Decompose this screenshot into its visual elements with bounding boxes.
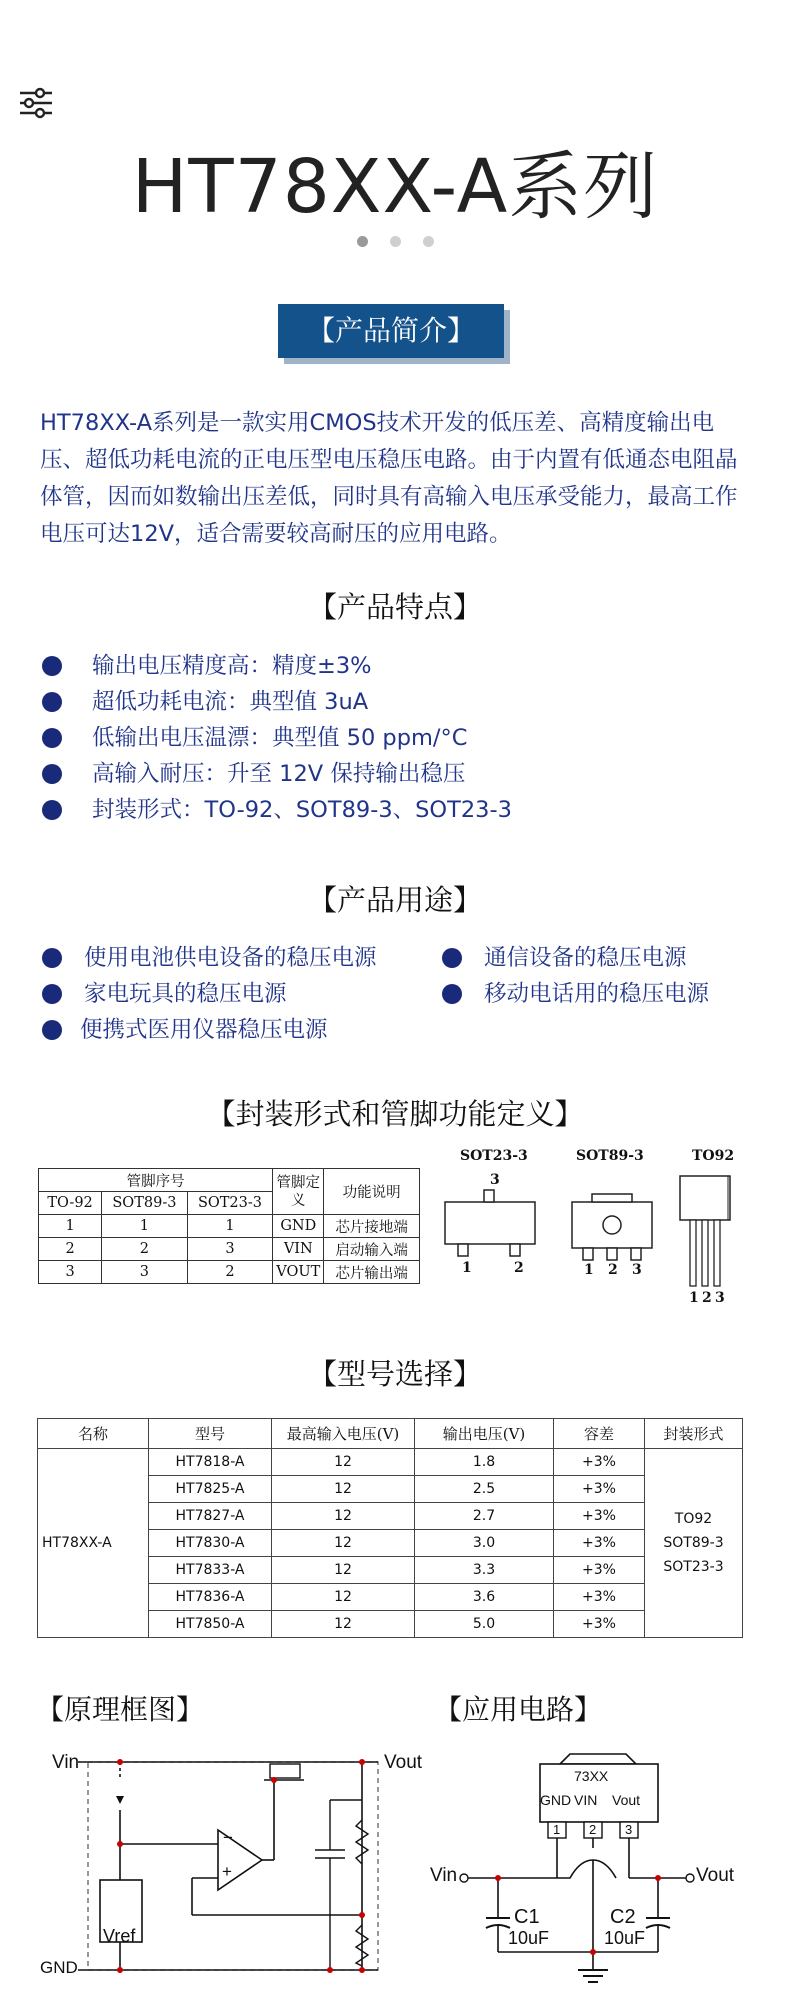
chip-pin-gnd: GND [540,1792,572,1808]
table-row: HT7825-A 12 2.5 +3% [38,1476,743,1503]
list-item: 超低功耗电流：典型值 3uA [40,684,760,720]
table-row: 3 3 2 VOUT 芯片输出端 [39,1261,420,1284]
sot89-drawing [572,1194,652,1260]
pkg-col-header: SOT89-3 [102,1192,188,1215]
series-name: HT78XX-A [38,1449,149,1638]
bullet-icon [42,984,62,1004]
model-table: 名称 型号 最高输入电压(V) 输出电压(V) 容差 封装形式 HT78XX-A HT7818-A 12 1.8 +3% TO92 SOT89-3 SOT23-3 HT7825-A 12 2.5 +3% HT7827-A 12 2.7 +3% HT7830-A 12 3.0 +3% HT7833-A 12 3.3 +3% HT7836-A 12 3.6 +3% HT7850-A 12 5.0 +3% [37,1418,743,1638]
chip-pin-vout: Vout [612,1792,641,1808]
list-item: 移动电话用的稳压电源 [440,976,709,1012]
c2-value: 10uF [604,1928,646,1948]
intro-banner: 【产品简介】 [278,304,504,358]
filter-menu-icon[interactable] [18,85,54,121]
list-item: 低输出电压温漂：典型值 50 ppm/°C [40,720,760,756]
features-title: 【产品特点】 [307,590,482,624]
chip-pin-vin: VIN [574,1792,598,1808]
sot23-label: SOT23-3 [460,1148,528,1164]
vin-label: Vin [52,1752,80,1773]
list-item: 输出电压精度高：精度±3% [40,648,760,684]
chip-label: 73XX [574,1768,609,1784]
list-item: 通信设备的稳压电源 [440,940,687,976]
vref-label: Vref [103,1926,136,1946]
carousel-dot-2[interactable] [390,236,401,247]
c1-value: 10uF [508,1928,550,1948]
table-row: HT78XX-A HT7818-A 12 1.8 +3% TO92 SOT89-3 SOT23-3 [38,1449,743,1476]
pkg-col-header: TO-92 [39,1192,102,1215]
gnd-label: GND [40,1958,78,1977]
list-item: 便携式医用仪器稳压电源 [40,1012,328,1048]
table-row: 1 1 1 GND 芯片接地端 [39,1215,420,1238]
sot23-drawing [445,1190,535,1256]
sot89-label: SOT89-3 [576,1148,644,1164]
c2-label: C2 [610,1906,636,1928]
pin-seq-header: 管脚序号 [39,1169,273,1192]
vout-label: Vout [384,1752,423,1773]
table-row: HT7833-A 12 3.3 +3% [38,1557,743,1584]
intro-text: HT78XX-A系列是一款实用CMOS技术开发的低压差、高精度输出电压、超低功耗电流的正电压型电压稳压电路。由于内置有低通态电阻晶体管，因而如数输出压差低，同时具有高输入电压承受能力，最高工作电压可达12V，适合需要较高耐压的应用电路。 [40,410,738,547]
bullet-icon [442,984,462,1004]
bullet-icon [42,948,62,968]
table-row: HT7850-A 12 5.0 +3% [38,1611,743,1638]
features-list [40,648,760,828]
bullet-icon [42,728,62,748]
carousel-dot-1[interactable] [357,236,368,247]
list-item: 封装形式：TO-92、SOT89-3、SOT23-3 [40,792,760,828]
plus-label: + [222,1862,232,1881]
app-circuit-title: 【应用电路】 [434,1693,603,1726]
applications-title: 【产品用途】 [307,883,482,917]
bullet-icon [42,800,62,820]
table-row: 2 2 3 VIN 启动输入端 [39,1238,420,1261]
pin-def-header: 管脚定义 [273,1169,324,1215]
bullet-icon [42,764,62,784]
bullet-icon [42,692,62,712]
bullet-icon [442,948,462,968]
list-item: 家电玩具的稳压电源 [40,976,287,1012]
bullet-icon [42,656,62,676]
list-item: 高输入耐压：升至 12V 保持输出稳压 [40,756,760,792]
c1-label: C1 [514,1906,540,1928]
page-title: HT78XX-A系列 [131,144,659,230]
app-vin-label: Vin [430,1865,458,1886]
package-cell: TO92 SOT89-3 SOT23-3 [645,1449,743,1638]
list-item: 使用电池供电设备的稳压电源 [40,940,377,976]
minus-label: − [223,1828,233,1847]
carousel-dots[interactable] [0,232,790,251]
app-vout-label: Vout [696,1865,735,1886]
table-row: HT7836-A 12 3.6 +3% [38,1584,743,1611]
table-row: HT7827-A 12 2.7 +3% [38,1503,743,1530]
to92-label: TO92 [692,1148,735,1164]
pkg-col-header: SOT23-3 [187,1192,273,1215]
bullet-icon [42,1020,62,1040]
pins-title: 【封装形式和管脚功能定义】 [206,1097,584,1131]
models-title: 【型号选择】 [307,1357,482,1391]
block-diagram-title: 【原理框图】 [36,1693,205,1726]
pin-table [38,1168,420,1284]
to92-drawing [680,1176,730,1286]
table-row: HT7830-A 12 3.0 +3% [38,1530,743,1557]
carousel-dot-3[interactable] [423,236,434,247]
pin-func-header: 功能说明 [324,1169,420,1215]
